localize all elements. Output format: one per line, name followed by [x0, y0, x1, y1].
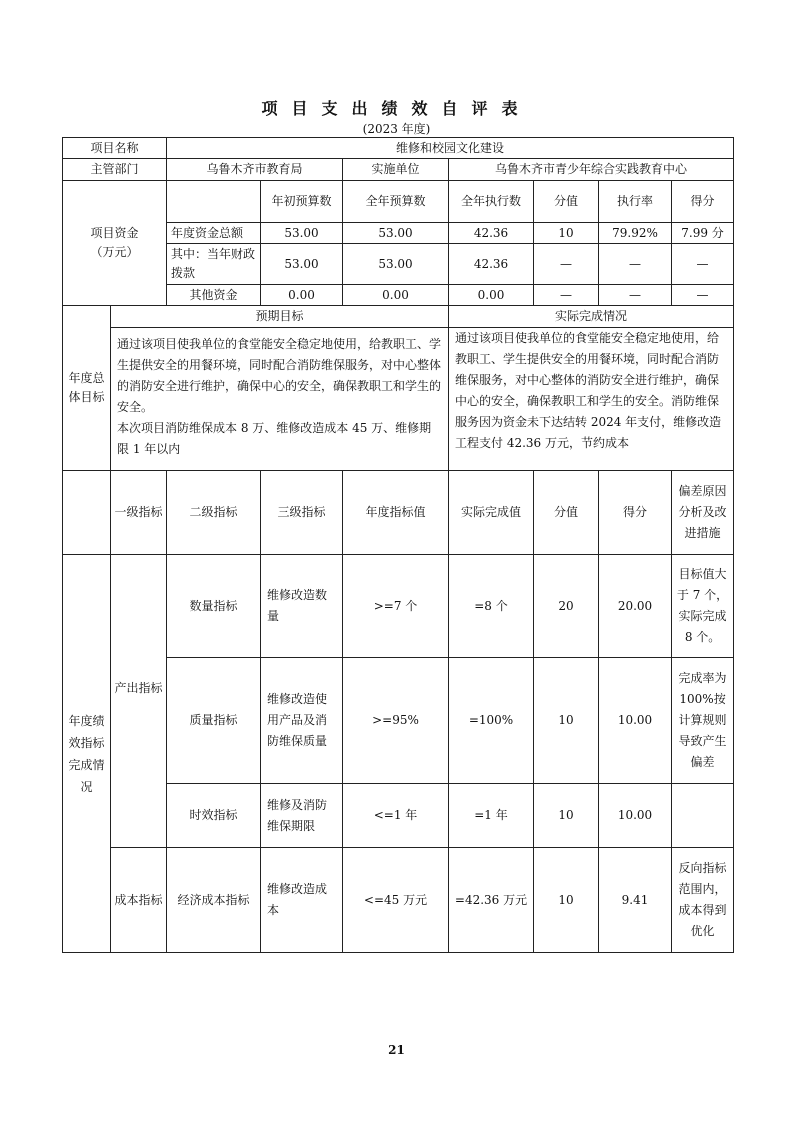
goals-label: 年度总体目标: [63, 306, 111, 471]
funds-row-executed: 42.36: [449, 223, 534, 244]
indicator-score: 10.00: [599, 784, 672, 848]
page-number: 21: [388, 1043, 405, 1057]
funds-row-score-value: —: [534, 285, 599, 306]
funds-row-rate: —: [599, 244, 672, 285]
indicator-level3: 维修改造成本: [261, 848, 343, 953]
indicator-deviation: 目标值大于 7 个，实际完成 8 个。: [672, 555, 734, 658]
indicator-deviation: 完成率为 100%按计算规则导致产生偏差: [672, 658, 734, 784]
unit-label: 实施单位: [343, 159, 449, 181]
funds-unit-text: （万元）: [90, 245, 139, 259]
unit-value: 乌鲁木齐市青少年综合实践教育中心: [449, 159, 734, 181]
project-name-value: 维修和校园文化建设: [167, 138, 734, 159]
funds-row-score: —: [672, 285, 734, 306]
indicators-header-row: [63, 471, 734, 555]
header-level2: 二级指标: [167, 471, 261, 555]
indicator-actual: =1 年: [449, 784, 534, 848]
indicator-score-value: 20: [534, 555, 599, 658]
header-level3: 三级指标: [261, 471, 343, 555]
funds-header-executed: 全年执行数: [449, 181, 534, 223]
funds-row-name: 年度资金总额: [167, 223, 261, 244]
funds-row-name: 其他资金: [167, 285, 261, 306]
goals-expected-header: 预期目标: [111, 306, 449, 328]
funds-row-name: 其中：当年财政拨款: [167, 244, 261, 285]
indicator-actual: =100%: [449, 658, 534, 784]
indicator-score-value: 10: [534, 848, 599, 953]
indicator-level3: 维修改造使用产品及消防维保质量: [261, 658, 343, 784]
funds-row-initial: 53.00: [261, 223, 343, 244]
indicator-row: [63, 555, 734, 658]
funds-header-blank: [167, 181, 261, 223]
funds-label: [63, 181, 167, 306]
indicator-score: 20.00: [599, 555, 672, 658]
funds-header-score-value: 分值: [534, 181, 599, 223]
department-row: [63, 159, 734, 181]
funds-row-rate: 79.92%: [599, 223, 672, 244]
indicator-target: <=1 年: [343, 784, 449, 848]
goals-content-row: [63, 328, 734, 471]
header-target: 年度指标值: [343, 471, 449, 555]
funds-row-score-value: —: [534, 244, 599, 285]
page-title: 项目支出绩效自评表: [261, 99, 532, 118]
header-score: 得分: [599, 471, 672, 555]
self-evaluation-table: [62, 137, 734, 953]
dept-label: 主管部门: [63, 159, 167, 181]
indicator-level2: 经济成本指标: [167, 848, 261, 953]
goals-actual-text: 通过该项目使我单位的食堂能安全稳定地使用，给教职工、学生提供安全的用餐环境，同时配合消防维保服务，对中心整体的消防安全进行维护，确保中心的安全，确保教职工和学生的安全。消防维保服务因为资金未下达结转 2024 年支付，维修改造工程支付 42.36 万元，节约成本: [449, 328, 734, 471]
funds-row-initial: 0.00: [261, 285, 343, 306]
header-deviation: 偏差原因分析及改进措施: [672, 471, 734, 555]
cost-indicator-label: 成本指标: [111, 848, 167, 953]
indicator-target: >=7 个: [343, 555, 449, 658]
indicator-score: 9.41: [599, 848, 672, 953]
funds-row-score: —: [672, 244, 734, 285]
indicators-header-blank: [63, 471, 111, 555]
goals-actual-header: 实际完成情况: [449, 306, 734, 328]
indicator-actual: =42.36 万元: [449, 848, 534, 953]
indicator-score-value: 10: [534, 658, 599, 784]
funds-header-row: [63, 181, 734, 223]
indicator-level2: 数量指标: [167, 555, 261, 658]
funds-row-annual: 53.00: [343, 244, 449, 285]
funds-row-annual: 53.00: [343, 223, 449, 244]
funds-row-score: 7.99 分: [672, 223, 734, 244]
header-score-value: 分值: [534, 471, 599, 555]
indicator-deviation: [672, 784, 734, 848]
indicator-actual: =8 个: [449, 555, 534, 658]
project-name-row: [63, 138, 734, 159]
funds-row-rate: —: [599, 285, 672, 306]
funds-header-rate: 执行率: [599, 181, 672, 223]
output-indicator-label: 产出指标: [111, 555, 167, 848]
indicator-row: [63, 848, 734, 953]
goals-expected-text: 通过该项目使我单位的食堂能安全稳定地使用，给教职工、学生提供安全的用餐环境，同时配合消防维保服务，对中心整体的消防安全进行维护，确保中心的安全，确保教职工和学生的安全。 本次项目消防维保成本 8 万、维修改造成本 45 万、维修期限 1 年以内: [111, 328, 449, 471]
indicator-score: 10.00: [599, 658, 672, 784]
header-actual: 实际完成值: [449, 471, 534, 555]
project-name-label: 项目名称: [63, 138, 167, 159]
indicator-target: >=95%: [343, 658, 449, 784]
indicator-level3: 维修及消防维保期限: [261, 784, 343, 848]
header-level1: 一级指标: [111, 471, 167, 555]
funds-label-text: 项目资金: [90, 226, 139, 240]
indicators-section-label: 年度绩效指标完成情况: [63, 555, 111, 953]
dept-value: 乌鲁木齐市教育局: [167, 159, 343, 181]
funds-header-score: 得分: [672, 181, 734, 223]
indicator-deviation: 反向指标范围内，成本得到优化: [672, 848, 734, 953]
page-subtitle: (2023 年度): [362, 122, 431, 136]
funds-row-annual: 0.00: [343, 285, 449, 306]
indicator-target: <=45 万元: [343, 848, 449, 953]
funds-row-executed: 42.36: [449, 244, 534, 285]
funds-header-initial: 年初预算数: [261, 181, 343, 223]
indicator-level3: 维修改造数量: [261, 555, 343, 658]
indicator-level2: 时效指标: [167, 784, 261, 848]
funds-row-score-value: 10: [534, 223, 599, 244]
indicator-score-value: 10: [534, 784, 599, 848]
funds-row-executed: 0.00: [449, 285, 534, 306]
funds-header-annual: 全年预算数: [343, 181, 449, 223]
indicator-level2: 质量指标: [167, 658, 261, 784]
funds-row-initial: 53.00: [261, 244, 343, 285]
goals-header-row: [63, 306, 734, 328]
